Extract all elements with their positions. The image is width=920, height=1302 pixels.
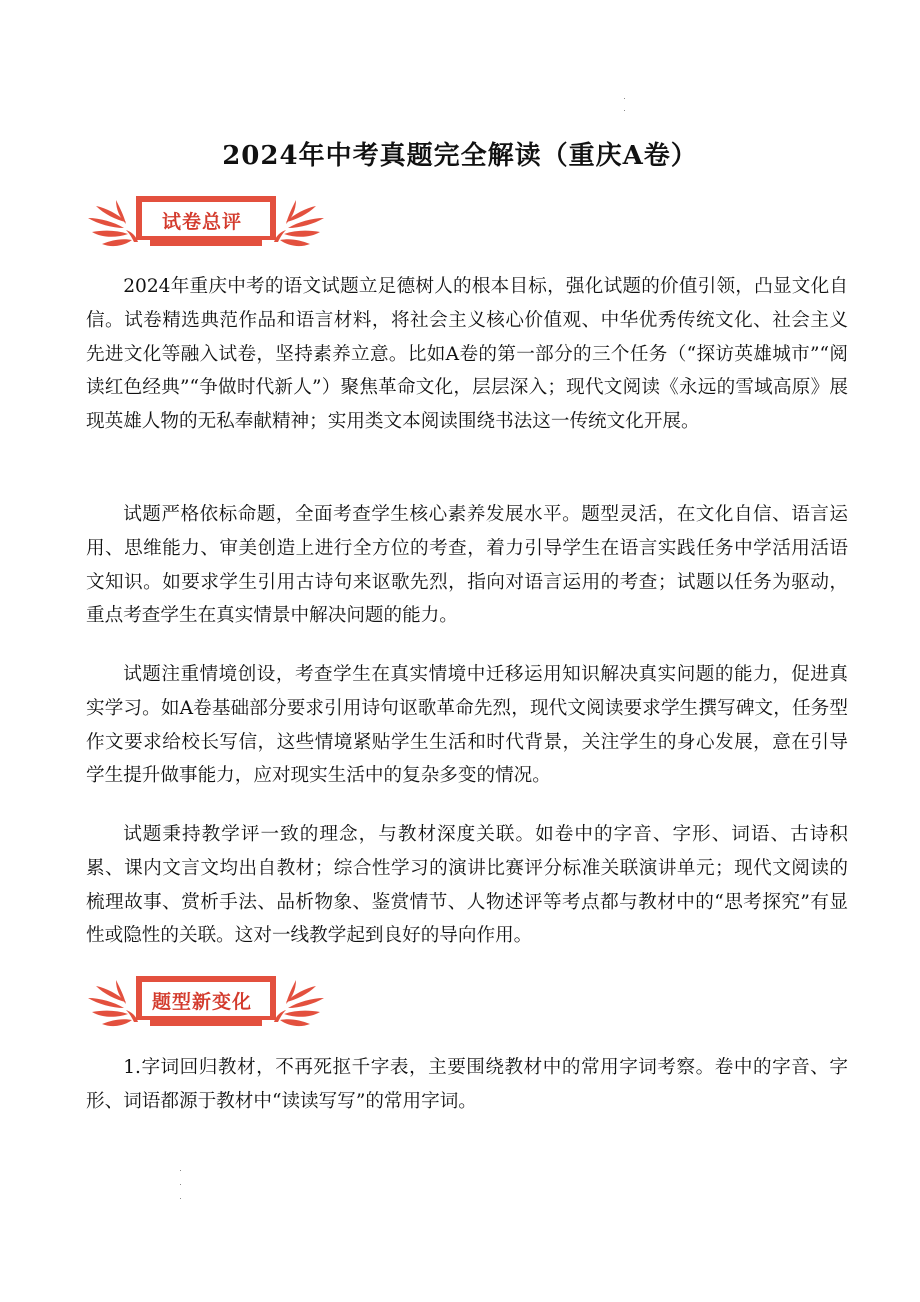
- page-title: 2024年中考真题完全解读（重庆A卷）: [222, 141, 698, 172]
- scan-dot: [624, 110, 625, 111]
- badge-label: 试卷总评: [161, 210, 242, 233]
- section-badge-overview: [86, 190, 326, 252]
- scan-dot: [180, 1184, 181, 1185]
- scan-dot: [180, 1198, 181, 1199]
- paragraph: 2024年重庆中考的语文试题立足德树人的根本目标，强化试题的价值引领，凸显文化自信。试卷精选典范作品和语言材料，将社会主义核心价值观、中华优秀传统文化、社会主义先进文化等融入试卷，坚持素养立意。比如A卷的第一部分的三个任务（“探访英雄城市”“阅读红色经典”“争做时代新人”）聚焦革命文化，层层深入；现代文阅读《永远的雪域高原》展现英雄人物的无私奉献精神；实用类文本阅读围绕书法这一传统文化开展。: [86, 276, 848, 433]
- paragraph: 试题严格依标命题，全面考查学生核心素养发展水平。题型灵活，在文化自信、语言运用、思维能力、审美创造上进行全方位的考查，着力引导学生在语言实践任务中学活用活语文知识。如要求学生引用古诗句来讴歌先烈，指向对语言运用的考查；试题以任务为驱动，重点考查学生在真实情景中解决问题的能力。: [86, 504, 848, 627]
- scan-dot: [180, 1170, 181, 1171]
- scan-dot: [624, 98, 625, 99]
- paragraph: 试题秉持教学评一致的理念，与教材深度关联。如卷中的字音、字形、词语、古诗积累、课内文言文均出自教材；综合性学习的演讲比赛评分标准关联演讲单元；现代文阅读的梳理故事、赏析手法、品析物象、鉴赏情节、人物述评等考点都与教材中的“思考探究”有显性或隐性的关联。这对一线教学起到良好的导向作用。: [86, 824, 848, 947]
- paragraph: 试题注重情境创设，考查学生在真实情境中迁移运用知识解决真实问题的能力，促进真实学习。如A卷基础部分要求引用诗句讴歌革命先烈，现代文阅读要求学生撰写碑文，任务型作文要求给校长写信，这些情境紧贴学生生活和时代背景，关注学生的身心发展，意在引导学生提升做事能力，应对现实生活中的复杂多变的情况。: [86, 664, 848, 787]
- badge-label: 题型新变化: [151, 990, 252, 1013]
- section-badge-new-question-types: [86, 970, 326, 1032]
- paragraph: 1.字词回归教材，不再死抠千字表，主要围绕教材中的常用字词考察。卷中的字音、字形、词语都源于教材中“读读写写”的常用字词。: [86, 1057, 848, 1112]
